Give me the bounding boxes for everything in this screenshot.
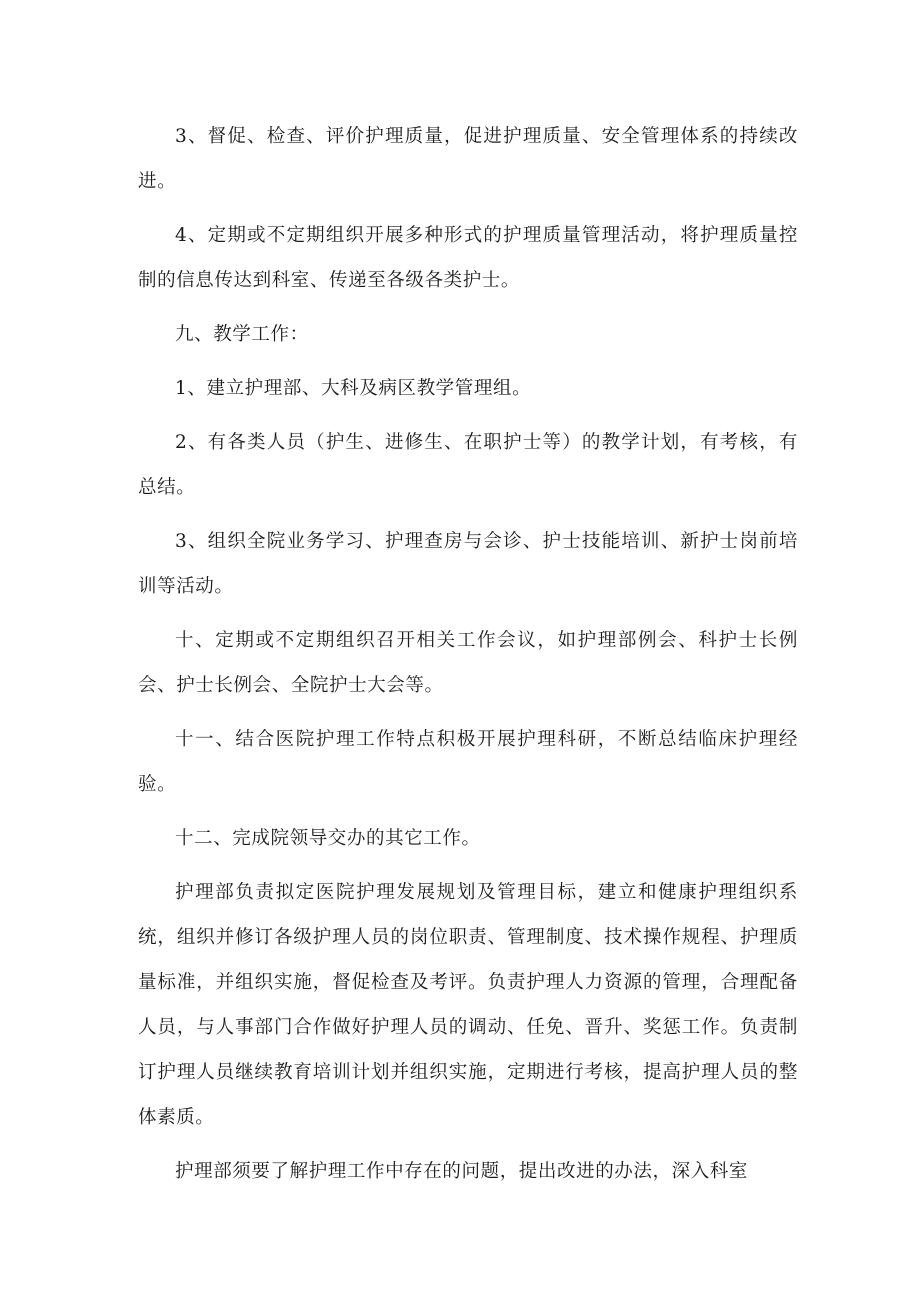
paragraph-problem-solving: 护理部须要了解护理工作中存在的问题，提出改进的办法，深入科室 (175, 1161, 749, 1182)
paragraph-quality-4: 4、定期或不定期组织开展多种形式的护理质量管理活动，将护理质量控制的信息传达到科室、传递至各级各类护士。 (138, 225, 798, 291)
document-body (138, 114, 798, 1203)
paragraph-department-responsibilities: 护理部负责拟定医院护理发展规划及管理目标，建立和健康护理组织系统，组织并修订各级护理人员的岗位职责、管理制度、技术操作规程、护理质量标准，并组织实施，督促检查及考评。负责护理人力资源的管理，合理配备人员，与人事部门合作做好护理人员的调动、任免、晋升、奖惩工作。负责制订护理人员继续教育培训计划并组织实施，定期进行考核，提高护理人员的整体素质。 (138, 882, 798, 1128)
paragraph-quality-3: 3、督促、检查、评价护理质量，促进护理质量、安全管理体系的持续改进。 (138, 126, 798, 192)
paragraph-teaching-3: 3、组织全院业务学习、护理查房与会诊、护士技能培训、新护士岗前培训等活动。 (138, 531, 798, 597)
paragraph-other-duties: 十二、完成院领导交办的其它工作。 (175, 828, 481, 849)
paragraph-teaching-2: 2、有各类人员（护生、进修生、在职护士等）的教学计划，有考核，有总结。 (138, 432, 798, 498)
section-heading-teaching: 九、教学工作： (175, 324, 309, 345)
paragraph-research: 十一、结合医院护理工作特点积极开展护理科研，不断总结临床护理经验。 (138, 729, 798, 795)
paragraph-teaching-1: 1、建立护理部、大科及病区教学管理组。 (175, 378, 532, 399)
paragraph-meetings: 十、定期或不定期组织召开相关工作会议，如护理部例会、科护士长例会、护士长例会、全院护士大会等。 (138, 630, 798, 696)
